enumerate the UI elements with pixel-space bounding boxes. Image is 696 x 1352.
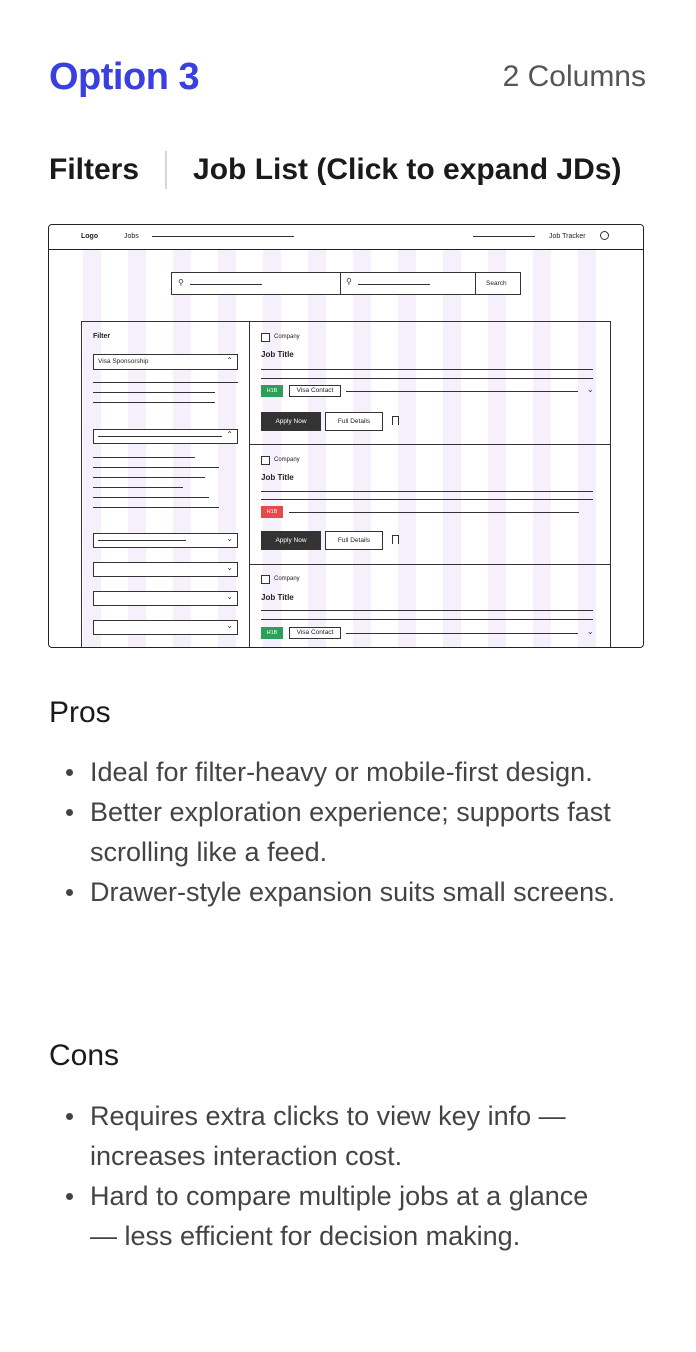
chevron-down-icon: ⌄: [226, 534, 233, 543]
chevron-up-icon: ⌃: [226, 356, 233, 365]
wire-full-details-button[interactable]: Full Details: [325, 412, 383, 431]
chevron-down-icon: ⌄: [226, 621, 233, 630]
cons-heading: Cons: [49, 1039, 120, 1072]
wire-filter-dropdown[interactable]: [93, 562, 238, 577]
wire-nav-job-tracker[interactable]: Job Tracker: [549, 233, 586, 240]
cons-list: [0, 1096, 640, 1256]
avatar-icon[interactable]: [600, 231, 609, 240]
wire-filter-dropdown[interactable]: [93, 429, 238, 444]
wire-job-company: Company: [274, 457, 300, 463]
wire-divider: [340, 273, 341, 294]
wire-filter-title: Filter: [93, 333, 111, 340]
wire-job-company: Company: [274, 334, 300, 340]
wire-placeholder-line: [93, 467, 219, 468]
wire-placeholder-line: [346, 391, 578, 392]
wire-placeholder-line: [93, 507, 219, 508]
wire-job-tag: H1B: [261, 506, 283, 518]
cons-item: Requires extra clicks to view key info — increases interaction cost.: [0, 1096, 640, 1176]
wire-apply-button[interactable]: Apply Now: [261, 412, 321, 431]
wire-placeholder-line: [93, 392, 215, 393]
wire-filter-dropdown[interactable]: [93, 533, 238, 548]
wire-filter-select[interactable]: [93, 354, 238, 370]
pros-item: Ideal for filter-heavy or mobile-first design.: [0, 752, 640, 792]
layout-label: 2 Columns: [502, 60, 646, 93]
wire-search-bar: [171, 272, 521, 295]
wire-card-divider: [249, 564, 611, 565]
divider: [165, 151, 167, 189]
wire-job-title[interactable]: Job Title: [261, 473, 294, 482]
wire-job-title[interactable]: Job Title: [261, 350, 294, 359]
wire-placeholder-line: [261, 378, 593, 379]
chevron-down-icon: ⌄: [226, 563, 233, 572]
wire-column-divider: [249, 321, 250, 648]
wire-job-title[interactable]: Job Title: [261, 593, 294, 602]
wire-card-divider: [249, 444, 611, 445]
wire-job-company: Company: [274, 576, 300, 582]
wire-search-button[interactable]: Search: [486, 280, 507, 287]
wire-job-checkbox[interactable]: [261, 456, 270, 465]
bookmark-icon[interactable]: [392, 416, 399, 425]
pros-list: [0, 752, 640, 912]
wire-filter-dropdown[interactable]: [93, 591, 238, 606]
wire-full-details-button[interactable]: Full Details: [325, 531, 383, 550]
chevron-down-icon[interactable]: ⌄: [587, 385, 594, 394]
wire-placeholder-line: [93, 382, 238, 383]
wire-nav-jobs[interactable]: Jobs: [124, 233, 139, 240]
layout-subheader: [49, 150, 621, 190]
wire-placeholder-line: [93, 457, 195, 458]
wire-navbar: [49, 225, 643, 250]
wire-visa-contact-button[interactable]: Visa Contact: [289, 385, 341, 397]
chevron-up-icon: ⌃: [226, 430, 233, 439]
wire-placeholder-line: [261, 610, 593, 611]
wire-placeholder-line: [93, 402, 215, 403]
chevron-down-icon[interactable]: ⌄: [587, 627, 594, 636]
location-pin-icon: ⚲: [346, 277, 352, 286]
filters-label: Filters: [49, 153, 140, 186]
wire-placeholder-line: [93, 487, 183, 488]
wire-placeholder-line: [346, 633, 578, 634]
wire-job-tag: H1B: [261, 385, 283, 397]
wire-placeholder-line: [98, 436, 222, 437]
option-title: Option 3: [49, 56, 200, 98]
search-icon: ⚲: [178, 278, 184, 287]
wire-placeholder-line: [261, 491, 593, 492]
wire-visa-contact-button[interactable]: Visa Contact: [289, 627, 341, 639]
pros-item: Better exploration experience; supports fast scrolling like a feed.: [0, 792, 640, 872]
wire-divider: [475, 273, 476, 294]
cons-item: Hard to compare multiple jobs at a glance — less efficient for decision making.: [0, 1176, 640, 1256]
wire-filter-select-label: Visa Sponsorship: [98, 358, 149, 365]
wire-placeholder-line: [473, 236, 535, 237]
wire-placeholder-line: [358, 284, 430, 285]
wire-logo: Logo: [81, 233, 99, 240]
wire-job-checkbox[interactable]: [261, 575, 270, 584]
wire-job-checkbox[interactable]: [261, 333, 270, 342]
chevron-down-icon: ⌄: [226, 592, 233, 601]
wire-placeholder-line: [93, 497, 209, 498]
wire-placeholder-line: [261, 499, 593, 500]
wire-placeholder-line: [98, 540, 186, 541]
wire-filter-dropdown[interactable]: [93, 620, 238, 635]
wire-placeholder-line: [93, 477, 205, 478]
pros-heading: Pros: [49, 696, 111, 729]
pros-item: Drawer-style expansion suits small screens.: [0, 872, 640, 912]
wire-placeholder-line: [152, 236, 294, 237]
wire-apply-button[interactable]: Apply Now: [261, 531, 321, 550]
bookmark-icon[interactable]: [392, 535, 399, 544]
wireframe-preview: [48, 224, 644, 648]
wire-placeholder-line: [289, 512, 579, 513]
wire-placeholder-line: [261, 619, 593, 620]
wire-placeholder-line: [261, 369, 593, 370]
wire-placeholder-line: [190, 284, 262, 285]
wire-job-tag: H1B: [261, 627, 283, 639]
job-list-label: Job List (Click to expand JDs): [193, 153, 622, 186]
